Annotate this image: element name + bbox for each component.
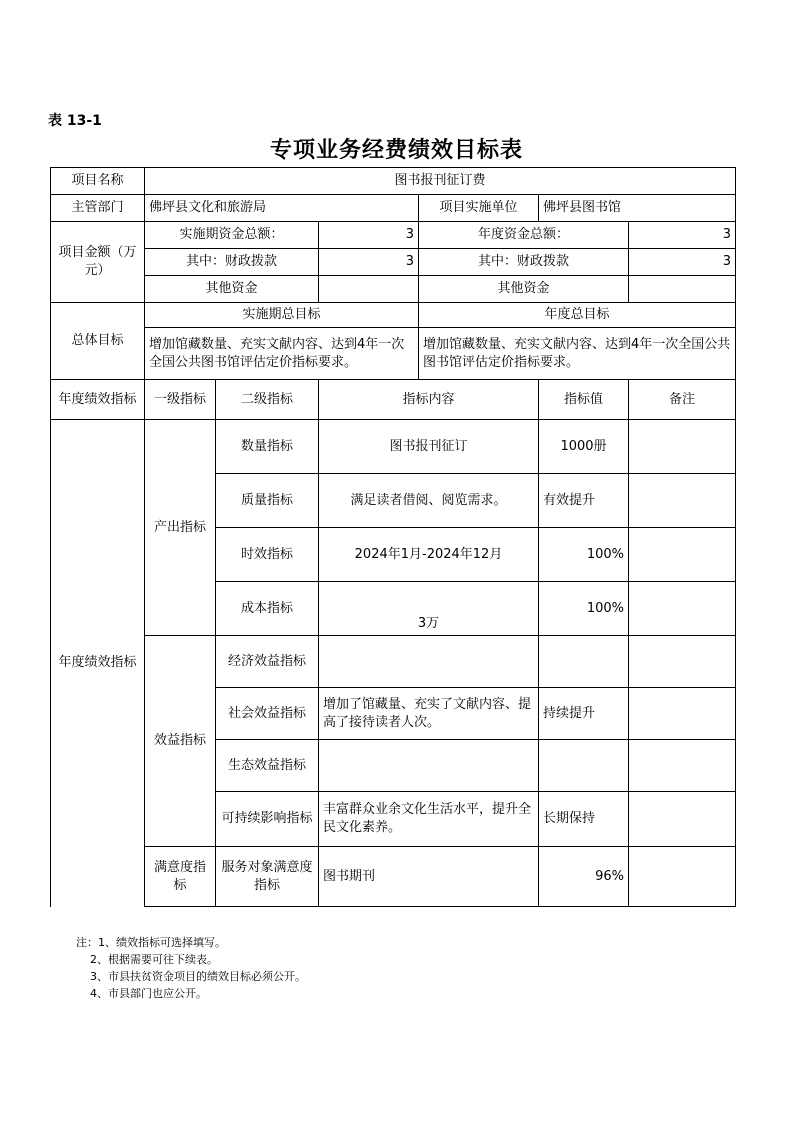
header-content: 指标内容 (319, 380, 539, 420)
page-title: 专项业务经费绩效目标表 (269, 138, 523, 163)
satisfaction-indicator-label: 满意度指标 (145, 847, 216, 907)
quality-value: 有效提升 (539, 474, 629, 528)
sustainable-content: 丰富群众业余文化生活水平，提升全民文化素养。 (319, 792, 539, 847)
dept-value: 佛坪县文化和旅游局 (145, 195, 419, 222)
output-indicator-label: 产出指标 (145, 420, 216, 636)
fiscal-year-label: 其中：财政拨款 (419, 249, 629, 276)
timeliness-value: 100% (539, 528, 629, 582)
project-name: 图书报刊征订费 (145, 168, 736, 195)
goal-label: 总体目标 (51, 303, 145, 380)
sustainable-note (629, 792, 736, 847)
ecological-value (539, 740, 629, 792)
service-value: 96% (539, 847, 629, 907)
quality-note (629, 474, 736, 528)
dept-label: 主管部门 (51, 195, 145, 222)
service-name: 服务对象满意度指标 (216, 847, 319, 907)
economic-content (319, 636, 539, 688)
ecological-name: 生态效益指标 (216, 740, 319, 792)
note-line: 注：1、绩效指标可选择填写。 (76, 936, 226, 949)
ecological-content (319, 740, 539, 792)
cost-note (629, 582, 736, 636)
timeliness-content: 2024年1月-2024年12月 (319, 528, 539, 582)
cost-value: 100% (539, 582, 629, 636)
quality-name: 质量指标 (216, 474, 319, 528)
social-content: 增加了馆藏量、充实了文献内容、提高了接待读者人次。 (319, 688, 539, 740)
cost-content: 3万 (319, 582, 539, 636)
fiscal-impl-value: 3 (319, 249, 419, 276)
other-year-value (629, 276, 736, 303)
benefit-indicator-label: 效益指标 (145, 636, 216, 847)
fiscal-year-value: 3 (629, 249, 736, 276)
table-number: 表 13-1 (48, 113, 102, 129)
unit-value: 佛坪县图书馆 (539, 195, 736, 222)
quantity-content: 图书报刊征订 (319, 420, 539, 474)
goal-impl-text: 增加馆藏数量、充实文献内容、达到4年一次全国公共图书馆评估定价指标要求。 (145, 328, 419, 380)
social-value: 持续提升 (539, 688, 629, 740)
quantity-note (629, 420, 736, 474)
header-annual: 年度绩效指标 (51, 380, 145, 420)
header-note: 备注 (629, 380, 736, 420)
total-impl-label: 实施期资金总额： (145, 222, 319, 249)
fiscal-impl-label: 其中：财政拨款 (145, 249, 319, 276)
ecological-note (629, 740, 736, 792)
annual-indicator-label: 年度绩效指标 (51, 420, 145, 907)
social-note (629, 688, 736, 740)
performance-table (50, 167, 736, 907)
note-line: 2、根据需要可往下续表。 (76, 953, 218, 966)
quantity-name: 数量指标 (216, 420, 319, 474)
sustainable-value: 长期保持 (539, 792, 629, 847)
notes (76, 934, 306, 1002)
total-year-value: 3 (629, 222, 736, 249)
economic-note (629, 636, 736, 688)
project-name-label: 项目名称 (51, 168, 145, 195)
total-year-label: 年度资金总额： (419, 222, 629, 249)
header-value: 指标值 (539, 380, 629, 420)
goal-year-label: 年度总目标 (419, 303, 736, 328)
quantity-value: 1000册 (539, 420, 629, 474)
service-note (629, 847, 736, 907)
other-year-label: 其他资金 (419, 276, 629, 303)
social-name: 社会效益指标 (216, 688, 319, 740)
goal-year-text: 增加馆藏数量、充实文献内容、达到4年一次全国公共图书馆评估定价指标要求。 (419, 328, 736, 380)
header-level2: 二级指标 (216, 380, 319, 420)
amount-label: 项目金额（万元） (51, 222, 145, 303)
timeliness-note (629, 528, 736, 582)
other-impl-label: 其他资金 (145, 276, 319, 303)
unit-label: 项目实施单位 (419, 195, 539, 222)
sustainable-name: 可持续影响指标 (216, 792, 319, 847)
note-line: 3、市县扶贫资金项目的绩效目标必须公开。 (76, 970, 306, 983)
timeliness-name: 时效指标 (216, 528, 319, 582)
quality-content: 满足读者借阅、阅览需求。 (319, 474, 539, 528)
cost-name: 成本指标 (216, 582, 319, 636)
total-impl-value: 3 (319, 222, 419, 249)
economic-name: 经济效益指标 (216, 636, 319, 688)
other-impl-value (319, 276, 419, 303)
economic-value (539, 636, 629, 688)
header-level1: 一级指标 (145, 380, 216, 420)
goal-impl-label: 实施期总目标 (145, 303, 419, 328)
note-line: 4、市县部门也应公开。 (76, 987, 207, 1000)
service-content: 图书期刊 (319, 847, 539, 907)
